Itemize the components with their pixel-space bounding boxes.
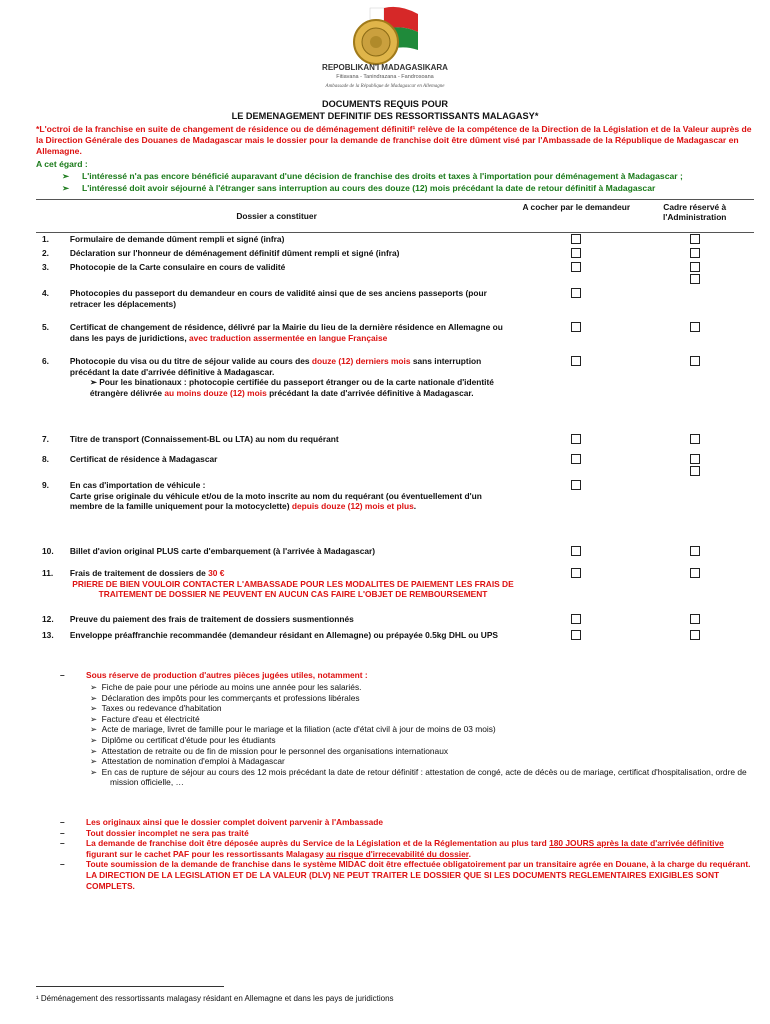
table-row: 1. Formulaire de demande dûment rempli et signé (infra) xyxy=(36,233,754,248)
table-row: 7. Titre de transport (Connaissement-BL ou LTA) au nom du requérant xyxy=(36,433,754,453)
footnote-divider xyxy=(36,986,224,987)
admin-checkbox[interactable] xyxy=(690,262,700,272)
table-row: 8. Certificat de résidence à Madagascar xyxy=(36,453,754,479)
admin-checkbox[interactable] xyxy=(690,248,700,258)
demandeur-checkbox[interactable] xyxy=(571,630,581,640)
title-line-2: LE DEMENAGEMENT DEFINITIF DES RESSORTISSANTS MALAGASY* xyxy=(231,111,539,121)
condition-1: ➢ L'intéressé n'a pas encore bénéficié auparavant d'une décision de franchise des droits et taxes à l'importation pour déménagement à Madagascar ; xyxy=(62,171,683,181)
admin-checkbox[interactable] xyxy=(690,466,700,476)
demandeur-checkbox[interactable] xyxy=(571,322,581,332)
condition-2: ➢ L'intéressé doit avoir séjourné à l'étranger sans interruption au cours des douze (12) mois précédant la date de retour définitif à Madagascar xyxy=(62,183,656,193)
demandeur-checkbox[interactable] xyxy=(571,546,581,556)
demandeur-checkbox[interactable] xyxy=(571,454,581,464)
embassy-name: Ambassade de la République de Madagascar en Allemagne xyxy=(325,84,445,89)
table-row: 5. Certificat de changement de résidence, délivré par la Mairie du lieu de la dernière résidence en Allemagne ou dans les pays de juridictions, avec traduction assermentée en langue Française xyxy=(36,321,754,355)
demandeur-checkbox[interactable] xyxy=(571,234,581,244)
admin-checkbox[interactable] xyxy=(690,630,700,640)
admin-checkbox[interactable] xyxy=(690,356,700,366)
list-item: ➢ Déclaration des impôts pour les commerçants et professions libérales xyxy=(90,692,360,703)
arrow-icon: ➢ xyxy=(62,183,70,193)
list-item: ➢ Attestation de nomination d'emploi à Madagascar xyxy=(90,756,285,767)
admin-checkbox[interactable] xyxy=(690,322,700,332)
demandeur-checkbox[interactable] xyxy=(571,262,581,272)
list-item: ➢ Taxes ou redevance d'habitation xyxy=(90,703,222,714)
madagascar-emblem-logo xyxy=(300,6,470,92)
note-incomplete: Tout dossier incomplet ne sera pas traité xyxy=(86,827,249,838)
documents-table xyxy=(36,199,754,655)
arrow-icon: ➢ xyxy=(89,377,100,388)
a-cet-egard: A cet égard : xyxy=(36,159,88,169)
list-item: ➢ Acte de mariage, livret de famille pour le mariage et la filiation (acte d'état civil à jour de moins de 03 mois) xyxy=(90,724,496,735)
demandeur-checkbox[interactable] xyxy=(571,248,581,258)
list-item: ➢ Attestation de retraite ou de fin de mission pour le personnel des organisations internationaux xyxy=(90,745,449,756)
reserve-section: – Sous réserve de production d'autres pièces jugées utiles, notamment : xyxy=(60,670,368,680)
title-line-1: DOCUMENTS REQUIS POUR xyxy=(321,99,449,109)
admin-checkbox[interactable] xyxy=(690,274,700,284)
list-item: ➢ En cas de rupture de séjour au cours des 12 mois précédant la date de retour définitif : attestation de congé, acte de décès ou de mariage, certificat d'hospitalisation, ordre de mission officielle, … xyxy=(90,766,747,788)
demandeur-checkbox[interactable] xyxy=(571,356,581,366)
table-row: 3. Photocopie de la Carte consulaire en cours de validité xyxy=(36,261,754,287)
col-dossier: Dossier a constituer xyxy=(36,200,517,233)
demandeur-checkbox[interactable] xyxy=(571,434,581,444)
col-admin: Cadre réservé à l'Administration xyxy=(635,200,754,233)
admin-checkbox[interactable] xyxy=(690,614,700,624)
list-item: ➢ Fiche de paie pour une période au moins une année pour les salariés. xyxy=(90,682,362,692)
admin-checkbox[interactable] xyxy=(690,454,700,464)
note-originals: Les originaux ainsi que le dossier complet doivent parvenir à l'Ambassade xyxy=(86,817,384,827)
table-row: 4. Photocopies du passeport du demandeur en cours de validité ainsi que de ses anciens passeports (pour retracer les déplacements) xyxy=(36,287,754,321)
table-row: 2. Déclaration sur l'honneur de déménagement définitif dûment rempli et signé (infra) xyxy=(36,247,754,261)
intro-paragraph: *L'octroi de la franchise en suite de changement de résidence ou de déménagement définitif¹ relève de la compétence de la Direction de la Législation et de la Valeur auprès de la Direction Générale des Douanes de Madagascar mais le dossier pour la demande de franchise doit être dûment visé par l'Ambassade de la République de Madagascar en Allemagne. xyxy=(36,124,752,157)
table-row: 9. En cas d'importation de véhicule : Carte grise originale du véhicule et/ou de la moto inscrite au nom du requérant (ou éventuellement d'un membre de la famille uniquement pour la motocyclette) depuis douze (12) mois et plus. xyxy=(36,479,754,545)
demandeur-checkbox[interactable] xyxy=(571,614,581,624)
republic-name: REPOBLIKAN'I MADAGASIKARA xyxy=(322,63,448,72)
footnote: ¹ Déménagement des ressortissants malagasy résidant en Allemagne et dans les pays de juridictions xyxy=(36,994,394,1003)
table-row: 10. Billet d'avion original PLUS carte d'embarquement (à l'arrivée à Madagascar) xyxy=(36,545,754,567)
note-midac: Toute soumission de la demande de franchise dans le système MIDAC doit être effectuée obligatoirement par un transitaire agrée en Douane, à la charge du requérant. LA DIRECTION DE LA LEGISLATION ET DE LA VALEUR (DLV) NE PEUT TRAITER LE DOSSIER QUE SI LES DOCUMENTS REGLEMENTAIRES EXIGIBLES SONT COMPLETS. xyxy=(86,859,751,891)
admin-checkbox[interactable] xyxy=(690,434,700,444)
table-row: 12. Preuve du paiement des frais de traitement de dossiers susmentionnés xyxy=(36,613,754,629)
admin-checkbox[interactable] xyxy=(690,568,700,578)
admin-checkbox[interactable] xyxy=(690,546,700,556)
table-row: 11. Frais de traitement de dossiers de 30 € PRIERE DE BIEN VOULOIR CONTACTER L'AMBASSADE POUR LES MODALITES DE PAIEMENT LES FRAIS DE TRAITEMENT DE DOSSIER NE PEUVENT EN AUCUN CAS FAIRE L'OBJET DE REMBOURSEMENT xyxy=(36,567,754,613)
arrow-icon: ➢ xyxy=(62,171,70,181)
notes-section: – Les originaux ainsi que le dossier complet doivent parvenir à l'Ambassade – Tout dossier incomplet ne sera pas traité – La demande de franchise doit être déposée auprès du Service de la Législation et de la Réglementation au plus tard 180 JOURS après la date d'arrivée définitive figurant sur le cachet PAF pour les ressortissants Malagasy au risque d'irrecevabilité du dossier. – Toute soumission de la demande de franchise dans le système MIDAC doit être effectuée obligatoirement par un transitaire agrée en Douane, à la charge du requérant. LA DIRECTION DE LA LEGISLATION ET DE LA VALEUR (DLV) NE PEUT TRAITER LE DOSSIER QUE SI LES DOCUMENTS REGLEMENTAIRES EXIGIBLES SONT COMPLETS. xyxy=(60,817,755,891)
list-item: ➢ Facture d'eau et électricité xyxy=(90,713,200,724)
demandeur-checkbox[interactable] xyxy=(571,568,581,578)
admin-checkbox[interactable] xyxy=(690,234,700,244)
reserve-list xyxy=(86,682,756,788)
table-row: 13. Enveloppe préaffranchie recommandée (demandeur résidant en Allemagne) ou prépayée 0.5kg DHL ou UPS xyxy=(36,629,754,655)
note-deadline: La demande de franchise doit être déposée auprès du Service de la Législation et de la Réglementation au plus tard 180 JOURS après la date d'arrivée définitive figurant sur le cachet PAF pour les ressortissants Malagasy au risque d'irrecevabilité du dossier. xyxy=(86,838,724,859)
list-item: ➢ Diplôme ou certificat d'étude pour les étudiants xyxy=(90,734,276,745)
demandeur-checkbox[interactable] xyxy=(571,480,581,490)
col-demandeur: A cocher par le demandeur xyxy=(517,200,635,233)
demandeur-checkbox[interactable] xyxy=(571,288,581,298)
motto: Fitiavana - Tanindrazana - Fandrosoana xyxy=(336,74,434,80)
table-row: 6. Photocopie du visa ou du titre de séjour valide au cours des douze (12) derniers mois sans interruption précédant la date d'arrivée définitive à Madagascar. ➢ Pour les binationaux : photocopie certifiée du passeport étranger ou de la carte nationale d'identité étrangère délivrée au moins douze (12) mois précédant la date d'arrivée définitive à Madagascar. xyxy=(36,355,754,433)
